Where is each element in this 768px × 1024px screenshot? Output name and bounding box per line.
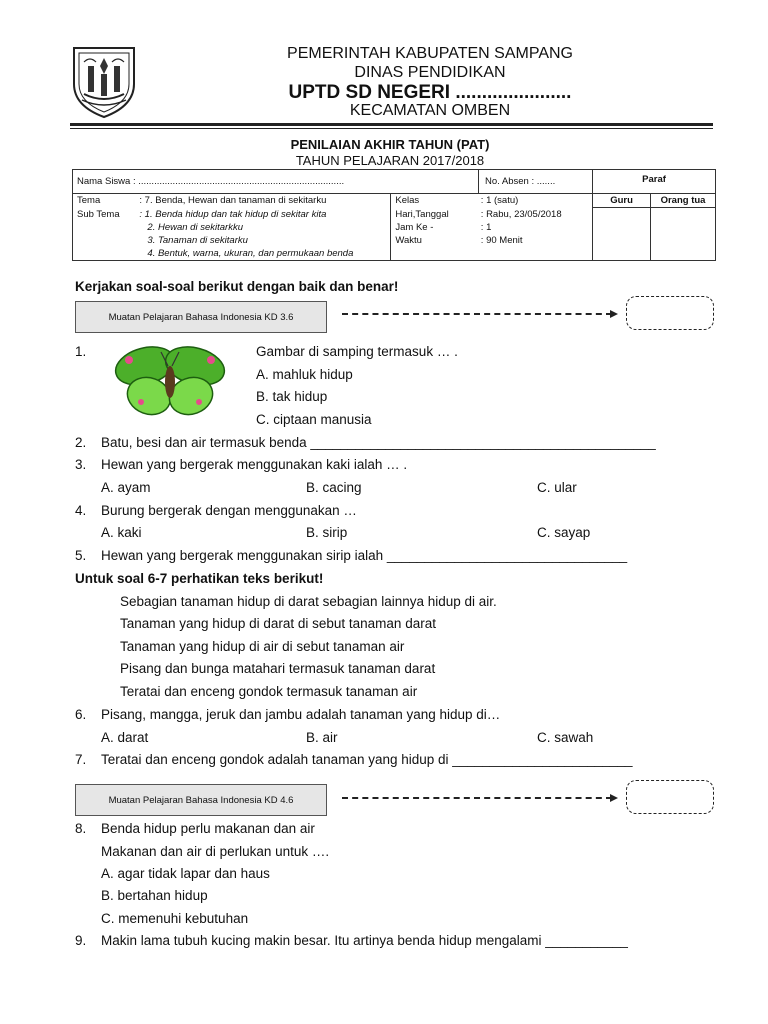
q1-number: 1. <box>75 344 87 359</box>
jam-value: : 1 <box>477 221 593 234</box>
q7-number: 7. <box>75 752 87 767</box>
subtema-label: Sub Tema <box>73 208 136 221</box>
header-rule-thin <box>70 128 713 129</box>
q8-number: 8. <box>75 821 87 836</box>
q5-text[interactable]: Hewan yang bergerak menggunakan sirip ialah ________________________________ <box>101 548 628 563</box>
q9-number: 9. <box>75 933 87 948</box>
q8-text: Benda hidup perlu makanan dan air <box>101 821 315 836</box>
q1-option-a[interactable]: A. mahluk hidup <box>256 367 353 382</box>
exam-year: TAHUN PELAJARAN 2017/2018 <box>295 153 485 168</box>
passage-line: Sebagian tanaman hidup di darat sebagian lainnya hidup di air. <box>120 594 497 609</box>
instruction: Kerjakan soal-soal berikut dengan baik dan benar! <box>75 279 399 294</box>
ortu-sign-box[interactable] <box>651 208 716 261</box>
header-rule-thick <box>70 123 713 126</box>
q1-option-c[interactable]: C. ciptaan manusia <box>256 412 372 427</box>
q4-option-c[interactable]: C. sayap <box>537 525 591 540</box>
section2-arrow-head <box>610 794 618 802</box>
passage-line: Tanaman yang hidup di darat di sebut tanaman darat <box>120 616 436 631</box>
tema-label: Tema <box>73 194 136 208</box>
q6-option-b[interactable]: B. air <box>306 730 338 745</box>
student-name-field[interactable]: Nama Siswa : .............................................................................. <box>73 170 593 194</box>
tema-value: : 7. Benda, Hewan dan tanaman di sekitarku <box>135 194 390 208</box>
subtema-3: 3. Tanaman di sekitarku <box>147 234 248 246</box>
header-line2: DINAS PENDIDIKAN <box>354 64 506 81</box>
q3-option-b[interactable]: B. cacing <box>306 480 362 495</box>
q4-number: 4. <box>75 503 87 518</box>
q5-number: 5. <box>75 548 87 563</box>
q3-option-c[interactable]: C. ular <box>537 480 577 495</box>
q6-text: Pisang, mangga, jeruk dan jambu adalah tanaman yang hidup di… <box>101 707 501 722</box>
q4-text: Burung bergerak dengan menggunakan … <box>101 503 357 518</box>
q6-number: 6. <box>75 707 87 722</box>
q8-option-b[interactable]: B. bertahan hidup <box>101 888 208 903</box>
regency-logo <box>68 44 140 120</box>
q8-option-c[interactable]: C. memenuhi kebutuhan <box>101 911 249 926</box>
section2-score-box[interactable] <box>626 780 714 814</box>
header-line4: KECAMATAN OMBEN <box>349 102 511 119</box>
q8-option-a[interactable]: A. agar tidak lapar dan haus <box>101 866 270 881</box>
subtema-4: 4. Bentuk, warna, ukuran, dan permukaan benda <box>135 247 390 261</box>
paraf-label: Paraf <box>593 170 716 194</box>
student-info-table <box>72 169 716 261</box>
school-name: UPTD SD NEGERI ...................... <box>288 82 572 103</box>
q4-option-a[interactable]: A. kaki <box>101 525 142 540</box>
passage-line: Pisang dan bunga matahari termasuk tanaman darat <box>120 661 436 676</box>
q3-option-a[interactable]: A. ayam <box>101 480 151 495</box>
absen-divider <box>478 169 479 193</box>
guru-sign-box[interactable] <box>593 208 651 261</box>
waktu-value: : 90 Menit <box>477 234 593 247</box>
section1-score-box[interactable] <box>626 296 714 330</box>
section1-arrow-head <box>610 310 618 318</box>
exam-title: PENILAIAN AKHIR TAHUN (PAT) <box>290 137 490 152</box>
q9-text[interactable]: Makin lama tubuh kucing makin besar. Itu artinya benda hidup mengalami ___________ <box>101 933 628 948</box>
q3-number: 3. <box>75 457 87 472</box>
section-label-kd46: Muatan Pelajaran Bahasa Indonesia KD 4.6 <box>75 784 327 816</box>
absen-field[interactable]: No. Absen : ....... <box>485 176 556 187</box>
subtema-1: : 1. Benda hidup dan tak hidup di sekitar kita <box>139 208 327 220</box>
ortu-label: Orang tua <box>651 194 716 208</box>
q7-text[interactable]: Teratai dan enceng gondok adalah tanaman yang hidup di ________________________ <box>101 752 633 767</box>
q1-option-b[interactable]: B. tak hidup <box>256 389 328 404</box>
jam-label: Jam Ke - <box>391 221 477 234</box>
kelas-value: : 1 (satu) <box>477 194 593 208</box>
passage-line: Teratai dan enceng gondok termasuk tanaman air <box>120 684 418 699</box>
header-line1: PEMERINTAH KABUPATEN SAMPANG <box>287 45 573 62</box>
butterfly-image <box>107 344 233 422</box>
section-label-kd36: Muatan Pelajaran Bahasa Indonesia KD 3.6 <box>75 301 327 333</box>
passage-intro: Untuk soal 6-7 perhatikan teks berikut! <box>75 571 324 586</box>
section2-arrow-line <box>342 797 612 799</box>
hari-label: Hari,Tanggal <box>391 208 477 221</box>
kelas-label: Kelas <box>391 194 477 208</box>
q2-number: 2. <box>75 435 87 450</box>
passage-line: Tanaman yang hidup di air di sebut tanaman air <box>120 639 405 654</box>
guru-label: Guru <box>593 194 651 208</box>
q2-text[interactable]: Batu, besi dan air termasuk benda ______________________________________________ <box>101 435 656 450</box>
subtema-2: 2. Hewan di sekitarkku <box>147 221 243 233</box>
q1-text: Gambar di samping termasuk … . <box>256 344 458 359</box>
q8-text2: Makanan dan air di perlukan untuk …. <box>101 844 330 859</box>
hari-value: : Rabu, 23/05/2018 <box>477 208 593 221</box>
section1-arrow-line <box>342 313 612 315</box>
q6-option-a[interactable]: A. darat <box>101 730 149 745</box>
q3-text: Hewan yang bergerak menggunakan kaki ialah … . <box>101 457 408 472</box>
q4-option-b[interactable]: B. sirip <box>306 525 348 540</box>
waktu-label: Waktu <box>391 234 477 247</box>
q6-option-c[interactable]: C. sawah <box>537 730 594 745</box>
